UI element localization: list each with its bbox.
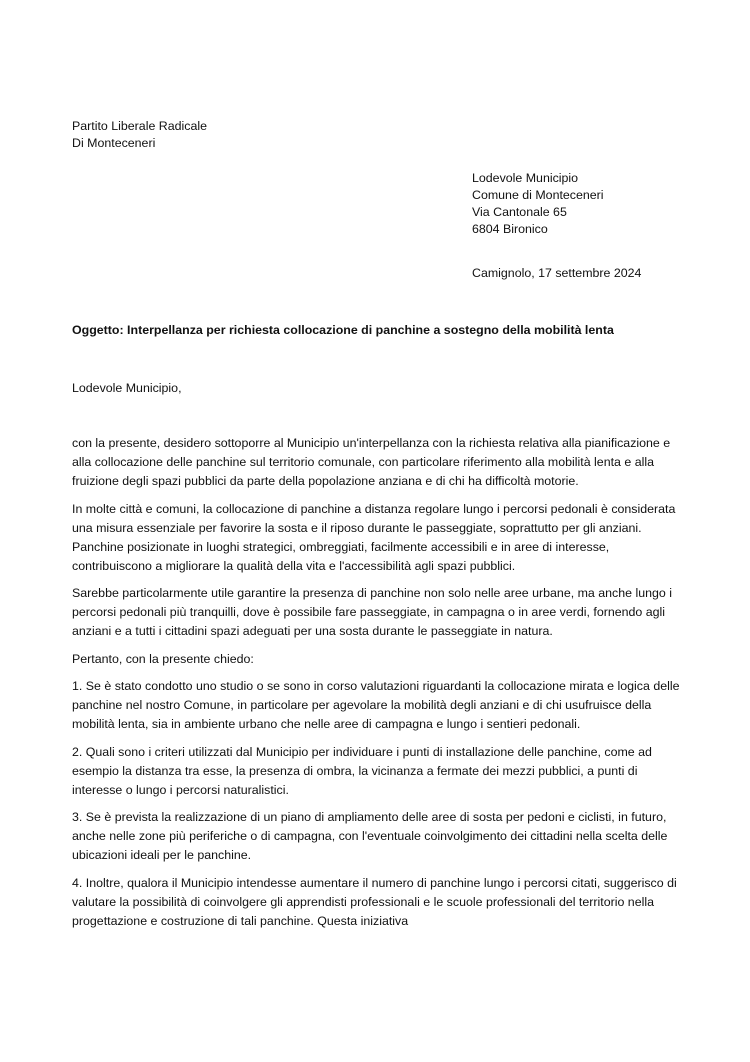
letter-date: Camignolo, 17 settembre 2024: [472, 266, 642, 280]
recipient-line: Comune di Monteceneri: [472, 188, 604, 202]
body-paragraph: 2. Quali sono i criteri utilizzati dal Municipio per individuare i punti di installazione delle panchine, come ad esempio la distanza tra esse, la presenza di ombra, la vicinanza a fermate dei mezzi pubblici, a punti di interesse o lungo i percorsi naturalistici.: [72, 744, 652, 797]
body-paragraph: 3. Se è prevista la realizzazione di un piano di ampliamento delle aree di sosta per pedoni e ciclisti, in futuro, anche nelle zone più periferiche o di campagna, con l'eventuale coinvolgimento dei cittadini nella scelta delle ubicazioni ideali per le panchine.: [72, 810, 668, 862]
body-paragraph: 1. Se è stato condotto uno studio o se sono in corso valutazioni riguardanti la collocazione mirata e logica delle panchine nel nostro Comune, in particolare per agevolare la mobilità degli anziani e di chi usufruisce della mobilità lenta, sia in ambiente urbano che nelle aree di campagna e lungo i sentieri pedonali.: [72, 679, 680, 731]
letter-body: [72, 434, 680, 939]
letter-subject: Oggetto: Interpellanza per richiesta collocazione di panchine a sostegno della mobilità lenta: [72, 323, 614, 337]
body-paragraph: Sarebbe particolarmente utile garantire la presenza di panchine non solo nelle aree urbane, ma anche lungo i percorsi pedonali più tranquilli, dove è possibile fare passeggiate, in campagna o in aree verdi, fornendo agli anziani e a tutti i cittadini spazi adeguati per una sosta durante le passeggiate in natura.: [72, 586, 672, 638]
recipient-line: Lodevole Municipio: [472, 171, 579, 185]
body-paragraph: con la presente, desidero sottoporre al Municipio un'interpellanza con la richiesta relativa alla pianificazione e alla collocazione delle panchine sul territorio comunale, con particolare riferimento alla mobilità lenta e alla fruizione degli spazi pubblici da parte della popolazione anziana e di chi ha difficoltà motorie.: [72, 436, 671, 488]
recipient-address: [472, 170, 604, 238]
letter-salutation: Lodevole Municipio,: [72, 381, 182, 395]
sender-address: [72, 118, 207, 152]
body-paragraph: 4. Inoltre, qualora il Municipio intendesse aumentare il numero di panchine lungo i percorsi citati, suggerisco di valutare la possibilità di coinvolgere gli apprendisti professionali e le scuole professionali del territorio nella progettazione e costruzione di tali panchine. Questa iniziativa: [72, 875, 677, 928]
body-paragraph: In molte città e comuni, la collocazione di panchine a distanza regolare lungo i percorsi pedonali è considerata una misura essenziale per favorire la sosta e il riposo durante le passeggiate, soprattutto per gli anziani. Panchine posizionate in luoghi strategici, ombreggiati, facilmente accessibili e in aree di interesse, contribuiscono a migliorare la qualità della vita e l'accessibilità agli spazi pubblici.: [72, 501, 676, 573]
body-paragraph: Pertanto, con la presente chiedo:: [72, 651, 254, 666]
recipient-line: Via Cantonale 65: [472, 205, 567, 219]
recipient-line: 6804 Bironico: [472, 222, 548, 236]
sender-line: Di Monteceneri: [72, 136, 156, 150]
sender-line: Partito Liberale Radicale: [72, 119, 207, 133]
